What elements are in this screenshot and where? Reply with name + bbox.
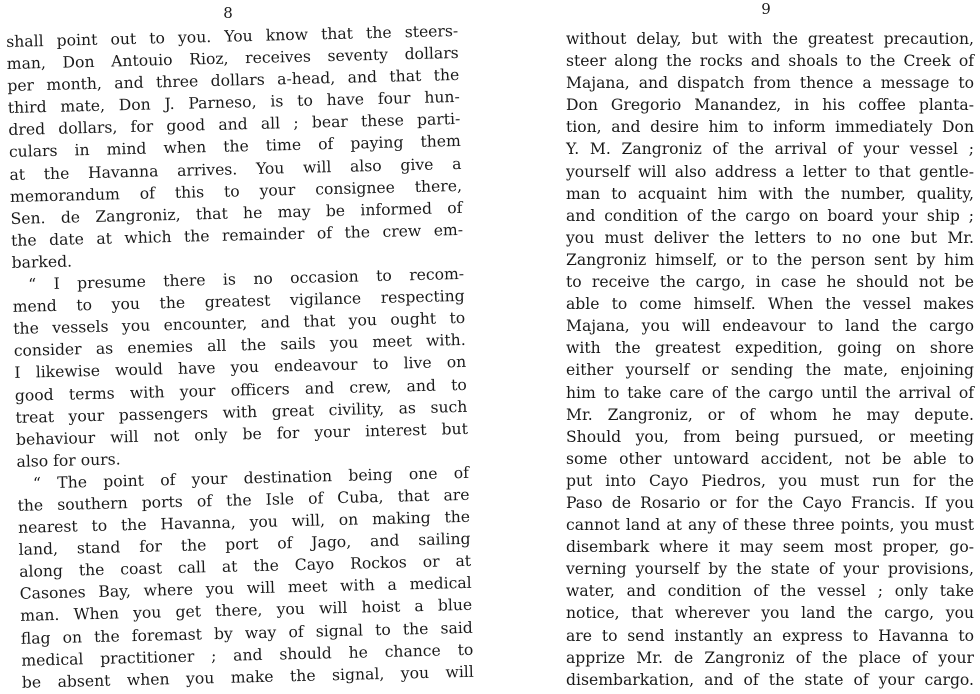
text-line: third mate, Don J. Parneso, is to have four hun- [7, 88, 460, 118]
text-line: Casones Bay, where you will meet with a medical [19, 574, 472, 604]
text-line: with the greatest expedition, going on shore [566, 339, 974, 358]
text-line: the date at which the remainder of the crew em- [10, 220, 464, 250]
text-line: man. When you get there, you will hoist a blue [20, 596, 473, 626]
text-line: medical practitioner ; and should he chance to [21, 640, 474, 670]
text-line: culars in mind when the time of paying them [8, 132, 462, 162]
text-line: Majana, and dispatch from thence a message to [566, 74, 974, 93]
left-page [0, 0, 475, 692]
text-line: Don Gregorio Manandez, in his coffee planta- [566, 96, 974, 115]
text-line: are to send instantly an express to Havanna to [566, 626, 974, 645]
text-line: without delay, but with the greatest precaution, [566, 30, 974, 48]
text-line: verning yourself by the state of your provisions, [566, 560, 974, 579]
right-page [552, 0, 980, 689]
text-line: behaviour will not only be for your interest but [15, 419, 469, 449]
text-line: Y. M. Zangroniz of the arrival of your vessel ; [566, 140, 974, 159]
text-line: the vessels you encounter, and that you ought to [13, 309, 466, 339]
text-line: steer along the rocks and shoals to the Creek of [566, 52, 974, 71]
text-line: Majana, you will endeavour to land the cargo [566, 317, 974, 336]
text-line: be absent when you make the signal, you will [21, 662, 475, 692]
text-line: man, Don Antouio Rioz, receives seventy dollars [6, 44, 459, 74]
text-line: to receive the cargo, in case he should not be [566, 273, 974, 292]
text-line: along the coast call at the Cayo Rockos or at [19, 552, 472, 582]
text-line: I likewise would have you endeavour to live on [14, 353, 467, 383]
text-line: disembark where it may seem most proper, go- [566, 538, 974, 557]
text-line: Mr. Zangroniz, or of whom he may depute. [566, 405, 974, 424]
text-line: cannot land at any of these three points, you must [566, 516, 974, 535]
text-line: either yourself or sending the mate, enjoining [566, 361, 974, 380]
paragraph-start-line: “ The point of your destination being one of [32, 463, 470, 493]
text-line: disembarkation, and of the state of your cargo. [566, 670, 974, 689]
text-line: Zangroniz himself, or to the person sent by him [566, 250, 974, 269]
page-number: 8 [223, 4, 233, 22]
text-line: some other untoward accident, not be able to [566, 449, 974, 468]
text-line: barked. [11, 252, 73, 272]
text-line: tion, and desire him to inform immediately Don [566, 118, 974, 137]
text-line: per month, and three dollars a-head, and that the [7, 66, 460, 96]
text-line: mend to you the greatest vigilance respecting [12, 287, 465, 317]
text-line: yourself will also address a letter to that gentle- [566, 162, 974, 181]
text-line: him to take care of the cargo until the arrival of [566, 383, 974, 402]
text-line: able to come himself. When the vessel makes [566, 295, 974, 314]
text-line: dred dollars, for good and all ; bear these parti- [8, 110, 461, 140]
page-text [6, 20, 474, 694]
text-line: Should you, from being pursued, or meeting [566, 427, 974, 446]
text-line: the southern ports of the Isle of Cuba, that are [17, 485, 470, 515]
text-line: also for ours. [16, 450, 121, 471]
text-line: nearest to the Havanna, you will, on making the [17, 507, 471, 537]
text-line: land, stand for the port of Jago, and sailing [18, 529, 471, 559]
text-line: treat your passengers with great civility, as such [15, 397, 468, 427]
text-line: man to acquaint him with the number, quality, [566, 184, 974, 203]
text-line: Sen. de Zangroniz, that he may be informed of [10, 198, 463, 228]
text-line: shall point out to you. You know that the steers- [6, 21, 459, 51]
text-line: memorandum of this to your consignee there, [9, 176, 463, 206]
text-line: Paso de Rosario or for the Cayo Francis. If you [566, 493, 974, 512]
text-line: consider as enemies all the sails you meet with. [13, 331, 466, 361]
text-line: notice, that wherever you land the cargo, you [566, 604, 974, 623]
text-line: water, and condition of the vessel ; only take [566, 582, 974, 601]
text-line: at the Havanna arrives. You will also give a [9, 154, 462, 184]
text-line: and condition of the cargo on board your ship ; [566, 206, 974, 225]
text-line: apprize Mr. de Zangroniz of the place of your [566, 648, 974, 667]
text-line: good terms with your officers and crew, and to [14, 375, 467, 405]
text-line: flag on the foremast by way of signal to the said [20, 618, 473, 648]
text-line: put into Cayo Piedros, you must run for the [566, 471, 974, 490]
page-text [566, 28, 974, 691]
page-number: 9 [761, 0, 771, 18]
text-line: you must deliver the letters to no one but Mr. [566, 228, 974, 247]
paragraph-start-line: “ I presume there is no occasion to recom- [27, 264, 465, 294]
